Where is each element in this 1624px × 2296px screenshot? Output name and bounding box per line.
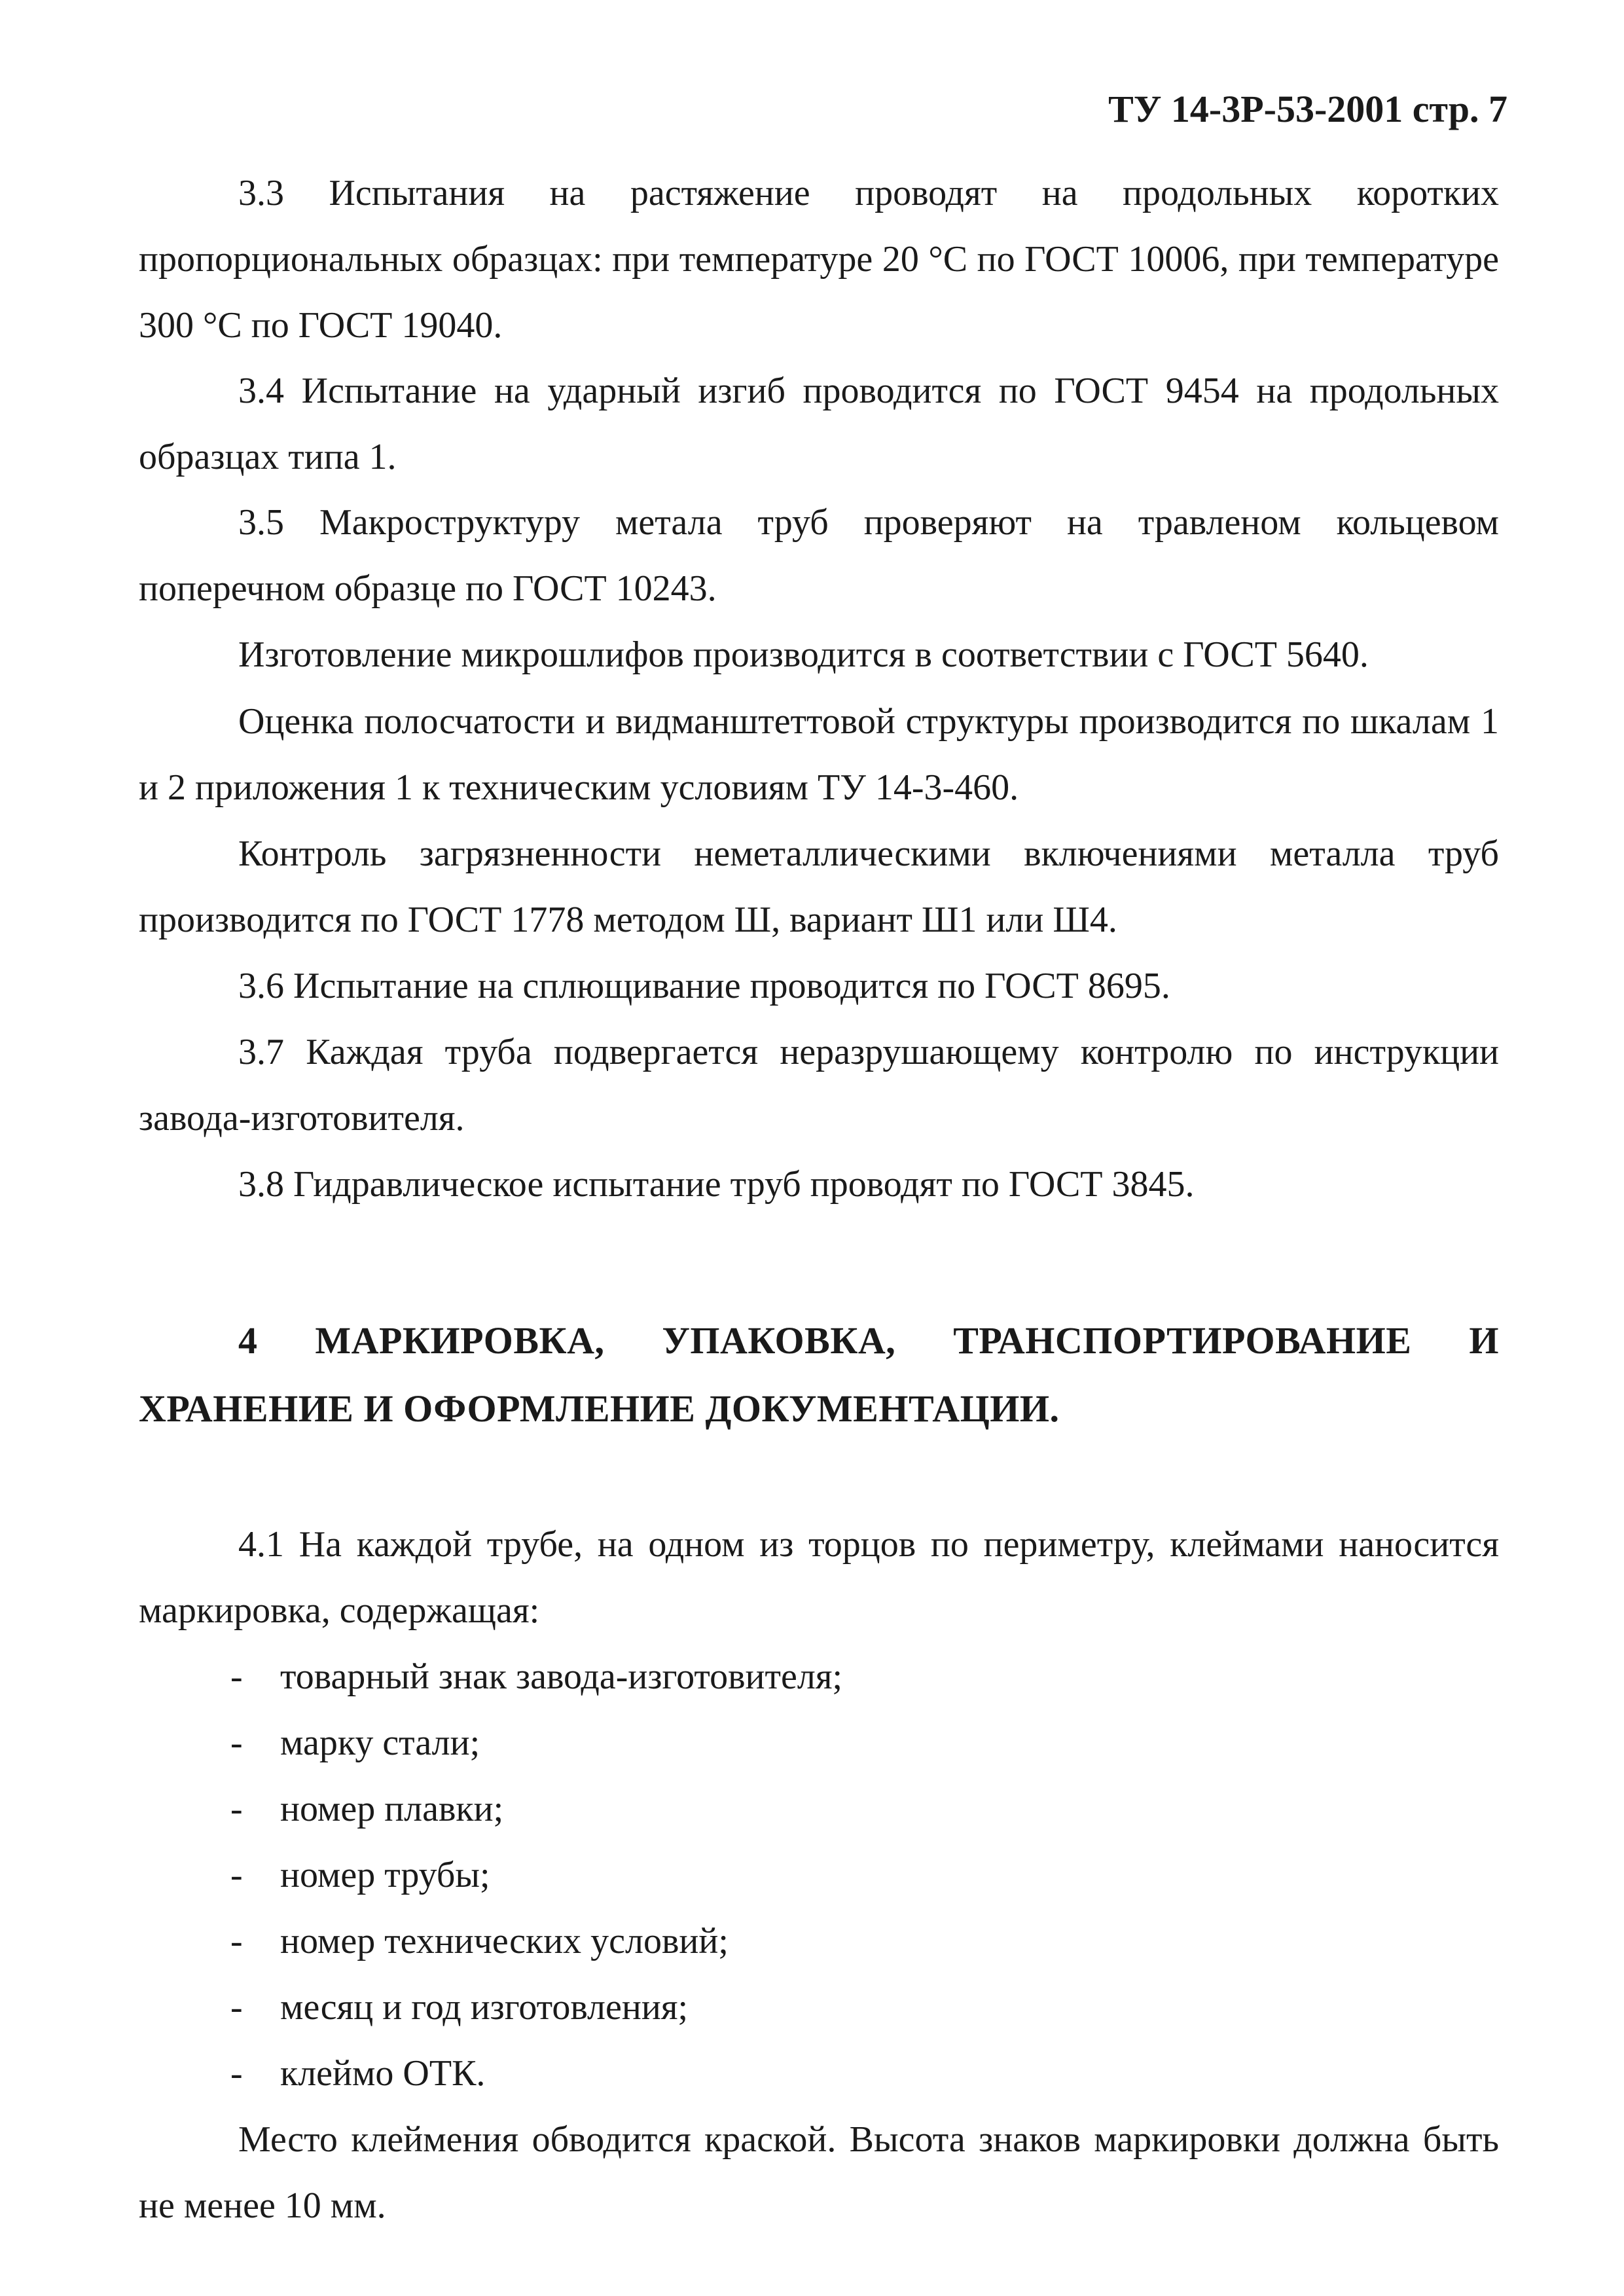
- list-item-text: номер плавки;: [280, 1789, 504, 1829]
- paragraph-microsections: Изготовление микрошлифов производится в соответствии с ГОСТ 5640.: [238, 634, 1369, 675]
- list-item-text: номер трубы;: [280, 1855, 490, 1895]
- list-item: [230, 2041, 485, 2107]
- list-item: [230, 1710, 480, 1776]
- list-marker: -: [230, 1722, 243, 1763]
- list-item: [230, 1908, 729, 1975]
- list-marker: -: [230, 1855, 243, 1895]
- paragraph-3-7: 3.7 Каждая труба подвергается неразрушающему контролю по инструкции завода-изготовителя.: [139, 1032, 1499, 1139]
- list-item: [230, 1975, 688, 2041]
- list-item: [230, 1644, 842, 1710]
- list-item-text: клеймо ОТК.: [280, 2053, 486, 2094]
- paragraph-4-1: 4.1 На каждой трубе, на одном из торцов по периметру, клеймами наносится маркировка, содержащая:: [139, 1524, 1499, 1631]
- page-header: ТУ 14-3Р-53-2001 стр. 7: [1108, 88, 1507, 130]
- list-item-text: месяц и год изготовления;: [280, 1987, 689, 2028]
- paragraph-3-4: 3.4 Испытание на ударный изгиб проводится по ГОСТ 9454 на продольных образцах типа 1.: [139, 371, 1499, 477]
- list-marker: -: [230, 1656, 243, 1697]
- paragraph-3-3: 3.3 Испытания на растяжение проводят на продольных коротких пропорциональных образцах: при температуре 20 °С по ГОСТ 10006, при температуре 300 °С по ГОСТ 19040.: [139, 173, 1499, 346]
- list-item: [230, 1776, 503, 1842]
- list-item-text: марку стали;: [280, 1722, 480, 1763]
- list-marker: -: [230, 2053, 243, 2094]
- paragraph-3-6: 3.6 Испытание на сплющивание проводится по ГОСТ 8695.: [238, 966, 1170, 1006]
- list-item: [230, 1842, 490, 1908]
- paragraph-3-8: 3.8 Гидравлическое испытание труб проводят по ГОСТ 3845.: [238, 1164, 1195, 1205]
- list-marker: -: [230, 1987, 243, 2028]
- list-item-text: товарный знак завода-изготовителя;: [280, 1656, 843, 1697]
- list-item-text: номер технических условий;: [280, 1921, 729, 1961]
- paragraph-marking-place: Место клеймения обводится краской. Высота знаков маркировки должна быть не менее 10 мм.: [139, 2119, 1499, 2226]
- list-marker: -: [230, 1921, 243, 1961]
- section-4-heading: 4 МАРКИРОВКА, УПАКОВКА, ТРАНСПОРТИРОВАНИЕ И ХРАНЕНИЕ И ОФОРМЛЕНИЕ ДОКУМЕНТАЦИИ.: [139, 1319, 1499, 1430]
- paragraph-3-5: 3.5 Макроструктуру метала труб проверяют на травленом кольцевом поперечном образце по ГОСТ 10243.: [139, 502, 1499, 609]
- list-marker: -: [230, 1789, 243, 1829]
- paragraph-inclusions: Контроль загрязненности неметаллическими включениями металла труб производится по ГОСТ 1778 методом Ш, вариант Ш1 или Ш4.: [139, 833, 1499, 940]
- paragraph-banding: Оценка полосчатости и видманштеттовой структуры производится по шкалам 1 и 2 приложения 1 к техническим условиям ТУ 14-3-460.: [139, 701, 1499, 808]
